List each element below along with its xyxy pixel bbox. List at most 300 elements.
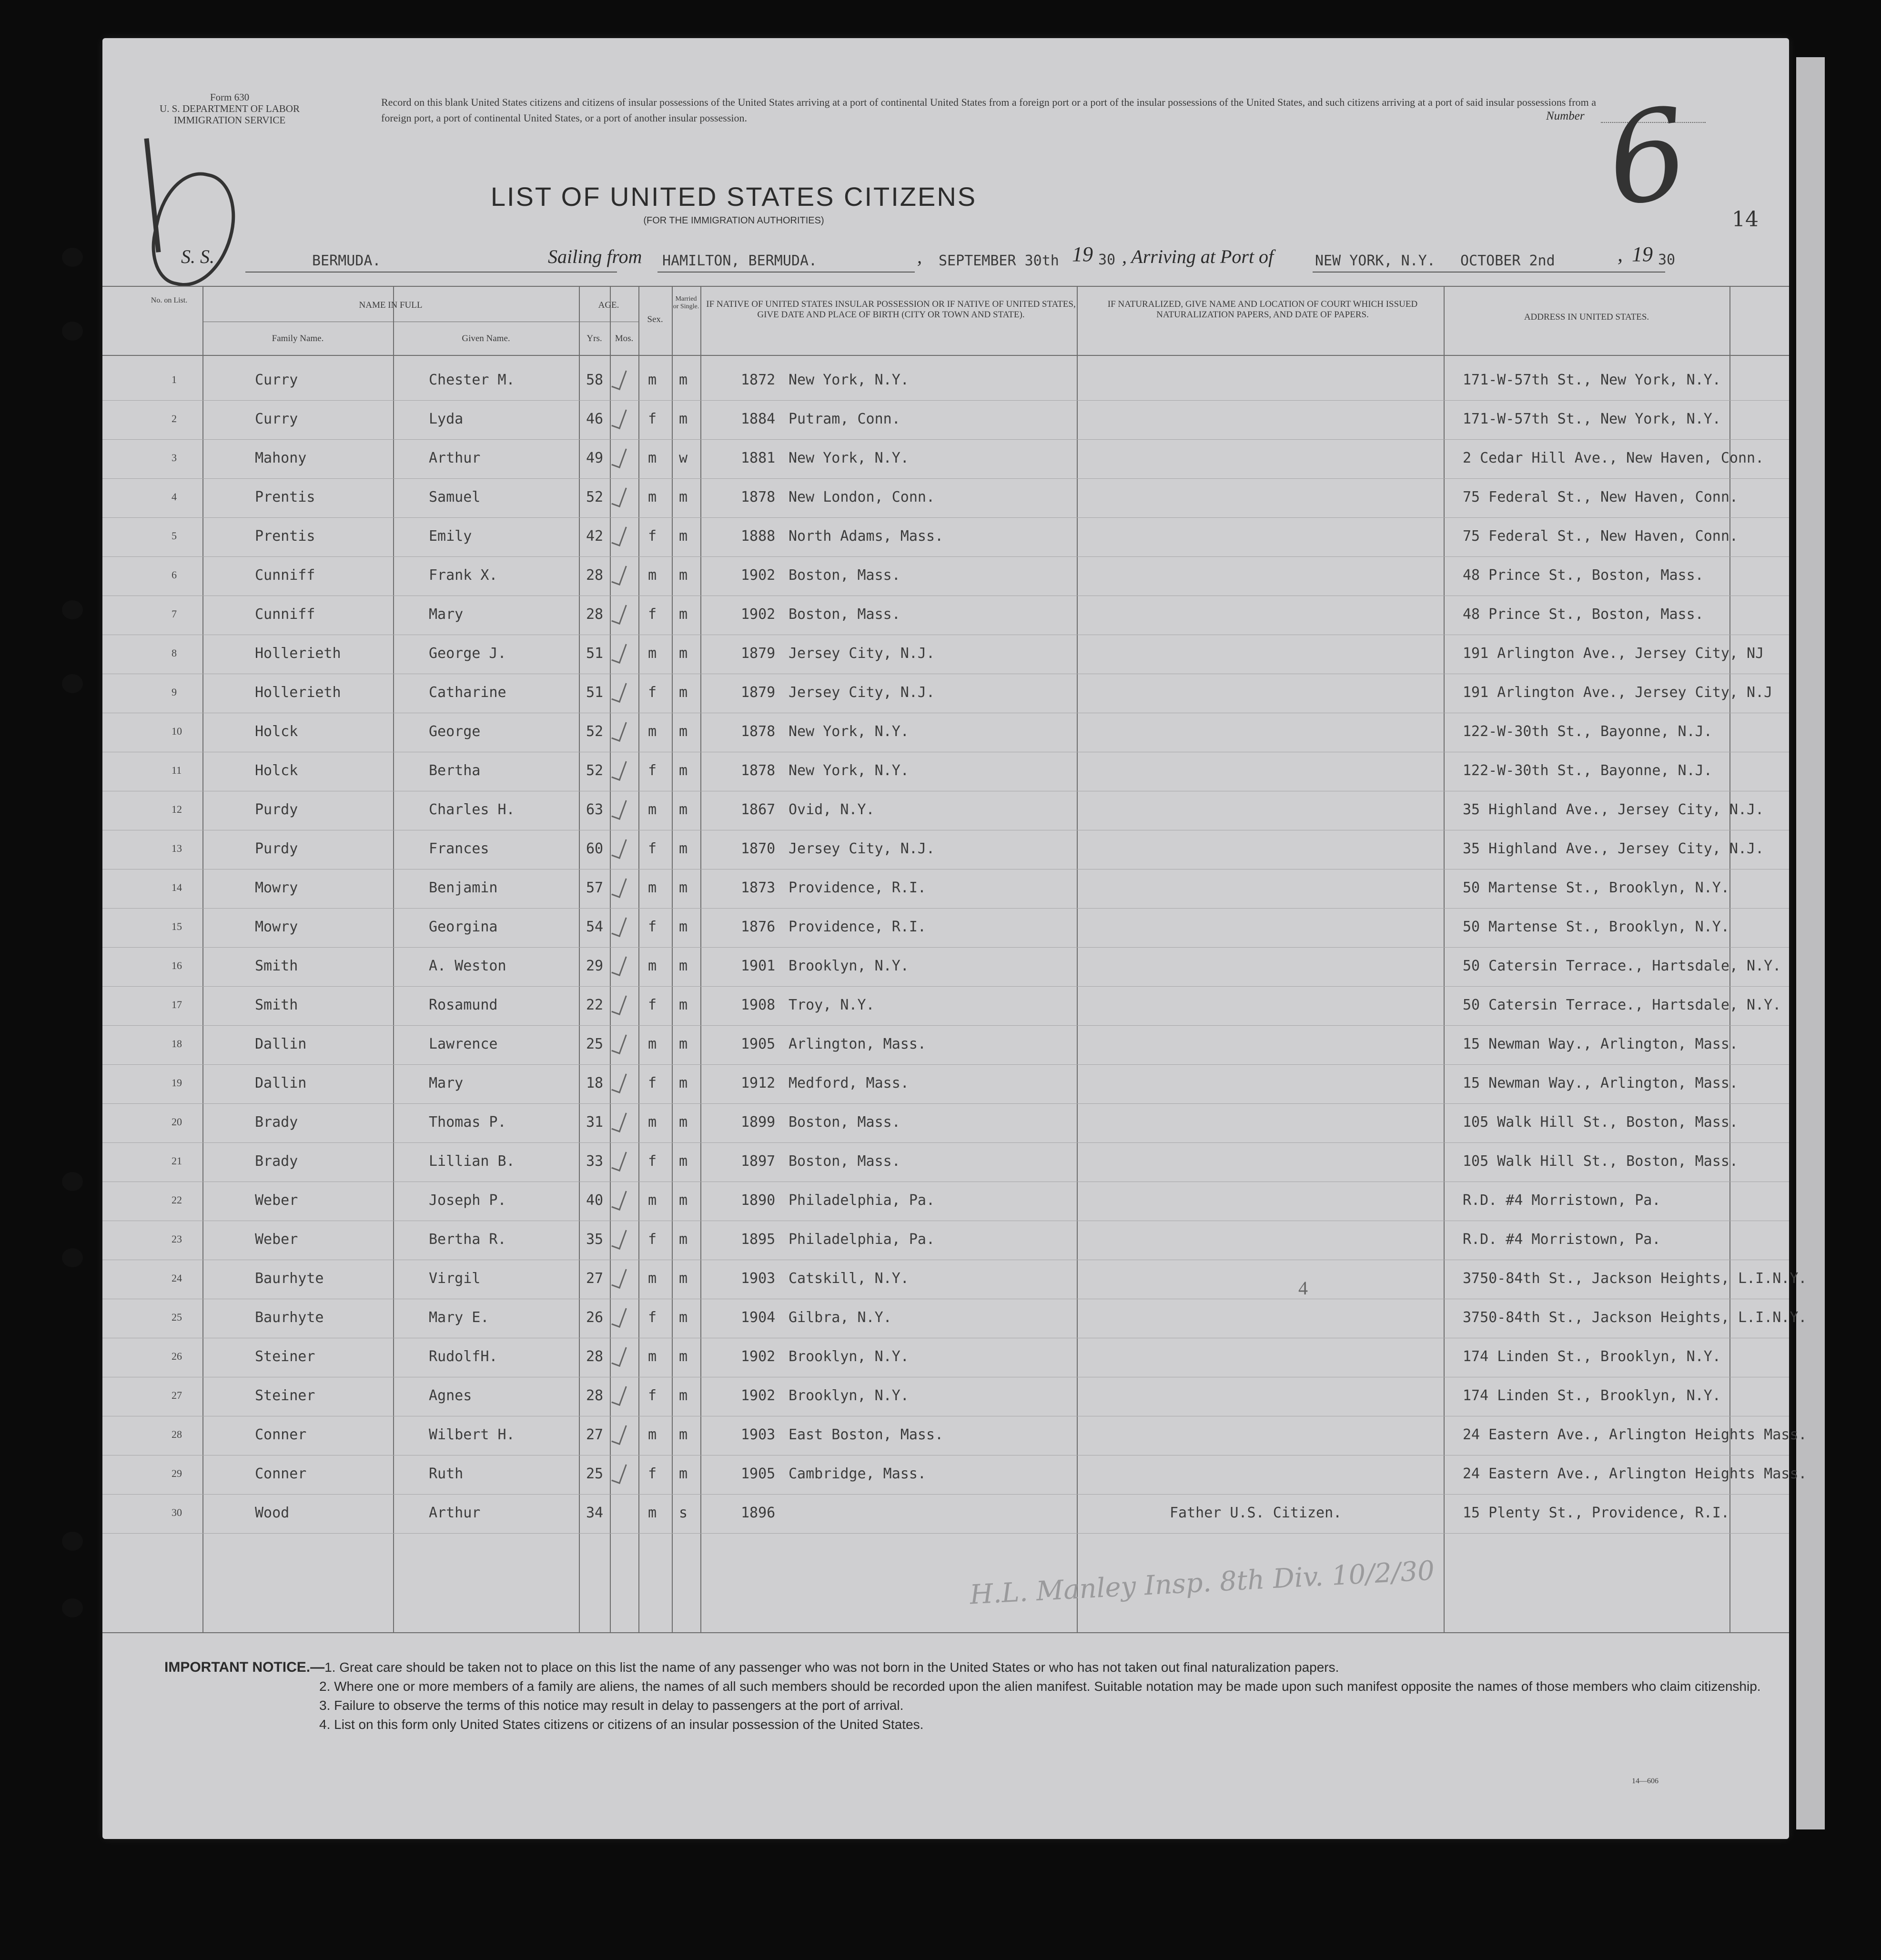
birth-place: Philadelphia, Pa. xyxy=(789,1231,935,1248)
table-row xyxy=(102,909,1789,948)
address: 105 Walk Hill St., Boston, Mass. xyxy=(1463,1153,1738,1170)
family-name: Mowry xyxy=(255,919,298,935)
family-name: Dallin xyxy=(255,1075,307,1091)
sex: f xyxy=(648,1153,657,1170)
address: 48 Prince St., Boston, Mass. xyxy=(1463,567,1704,584)
marital-status: m xyxy=(679,997,688,1013)
family-name: Baurhyte xyxy=(255,1309,324,1326)
check-mark xyxy=(611,1032,627,1054)
row-rule xyxy=(102,400,1789,401)
address: 35 Highland Ave., Jersey City, N.J. xyxy=(1463,840,1764,857)
row-rule xyxy=(102,478,1789,479)
marital-status: m xyxy=(679,372,688,388)
sex: f xyxy=(648,1387,657,1404)
birth-place: Boston, Mass. xyxy=(789,1153,900,1170)
marital-status: m xyxy=(679,958,688,974)
arrival-year: 30 xyxy=(1658,252,1676,268)
table-row xyxy=(102,362,1789,401)
age-years: 27 xyxy=(586,1426,604,1443)
given-name: Arthur xyxy=(429,450,481,466)
row-number: 2 xyxy=(172,413,177,424)
row-number: 24 xyxy=(172,1272,182,1284)
family-name: Steiner xyxy=(255,1387,315,1404)
birth-place: Jersey City, N.J. xyxy=(789,645,935,662)
check-mark xyxy=(611,446,627,468)
check-mark xyxy=(611,798,627,820)
family-name: Hollerieth xyxy=(255,645,341,662)
family-name: Smith xyxy=(255,958,298,974)
naturalization: Father U.S. Citizen. xyxy=(1170,1505,1342,1521)
check-mark xyxy=(611,641,627,664)
table-row xyxy=(102,1261,1807,1300)
manifest-sheet xyxy=(102,38,1807,1839)
marital-status: m xyxy=(679,1465,688,1482)
birth-year: 1878 xyxy=(741,489,776,505)
check-mark xyxy=(611,1188,627,1211)
age-years: 49 xyxy=(586,450,604,466)
address: 171-W-57th St., New York, N.Y. xyxy=(1463,372,1721,388)
family-name: Steiner xyxy=(255,1348,315,1365)
row-number: 10 xyxy=(172,725,182,737)
sex: m xyxy=(648,958,657,974)
check-mark xyxy=(611,407,627,429)
birth-year: 1872 xyxy=(741,372,776,388)
row-rule xyxy=(102,908,1789,909)
sailing-port: HAMILTON, BERMUDA. xyxy=(662,253,818,269)
table-row xyxy=(102,948,1789,987)
punch-hole xyxy=(62,674,83,693)
arrival-line xyxy=(1313,272,1665,273)
row-rule xyxy=(102,1533,1789,1534)
check-mark xyxy=(611,993,627,1015)
given-name: Rosamund xyxy=(429,997,498,1013)
birth-year: 1912 xyxy=(741,1075,776,1091)
table-bottom-rule xyxy=(102,1632,1789,1633)
birth-year: 1905 xyxy=(741,1036,776,1052)
row-number: 30 xyxy=(172,1506,182,1518)
birth-place: New York, N.Y. xyxy=(789,372,909,388)
row-number: 19 xyxy=(172,1077,182,1089)
sex: f xyxy=(648,997,657,1013)
table-row xyxy=(102,1300,1807,1339)
table-row xyxy=(102,1339,1789,1378)
header-rule xyxy=(102,355,1789,356)
check-mark xyxy=(611,1071,627,1093)
address: R.D. #4 Morristown, Pa. xyxy=(1463,1231,1661,1248)
marital-status: m xyxy=(679,489,688,505)
sex: f xyxy=(648,528,657,545)
age-years: 29 xyxy=(586,958,604,974)
row-rule xyxy=(102,1494,1789,1495)
family-name: Brady xyxy=(255,1114,298,1131)
address: 171-W-57th St., New York, N.Y. xyxy=(1463,411,1721,427)
address: 3750-84th St., Jackson Heights, L.I.N.Y. xyxy=(1463,1270,1807,1287)
arrival-year-prefix: 19 xyxy=(1632,242,1653,266)
family-name: Weber xyxy=(255,1231,298,1248)
table-row xyxy=(102,1222,1789,1261)
notice-item-2: 2. Where one or more members of a family are aliens, the names of all such members should be recorded upon the alien manifest. Suitable notation may be made upon such manifest opposite the names of those members who claim citizenship. xyxy=(319,1679,1761,1694)
marital-status: m xyxy=(679,1075,688,1091)
age-years: 31 xyxy=(586,1114,604,1131)
check-mark xyxy=(611,758,627,781)
family-name: Curry xyxy=(255,411,298,427)
header-sex: Sex. xyxy=(647,314,663,324)
address: 24 Eastern Ave., Arlington Heights Mass. xyxy=(1463,1465,1807,1482)
marital-status: m xyxy=(679,1348,688,1365)
family-name: Cunniff xyxy=(255,567,315,584)
birth-place: Providence, R.I. xyxy=(789,879,926,896)
notice-item-3: 3. Failure to observe the terms of this notice may result in delay to passengers at the port of arrival. xyxy=(319,1698,904,1713)
birth-year: 1897 xyxy=(741,1153,776,1170)
given-name: Charles H. xyxy=(429,801,515,818)
sex: m xyxy=(648,450,657,466)
table-row xyxy=(102,1065,1789,1104)
given-name: Lawrence xyxy=(429,1036,498,1052)
address: 122-W-30th St., Bayonne, N.J. xyxy=(1463,762,1712,779)
check-mark xyxy=(611,602,627,625)
row-rule xyxy=(102,947,1789,948)
birth-place: East Boston, Mass. xyxy=(789,1426,944,1443)
birth-year: 1903 xyxy=(741,1270,776,1287)
marital-status: m xyxy=(679,1309,688,1326)
marital-status: m xyxy=(679,567,688,584)
given-name: Virgil xyxy=(429,1270,481,1287)
given-name: Emily xyxy=(429,528,472,545)
marital-status: w xyxy=(679,450,688,466)
table-row xyxy=(102,1104,1789,1143)
marital-status: m xyxy=(679,1426,688,1443)
row-number: 25 xyxy=(172,1311,182,1323)
marital-status: m xyxy=(679,1036,688,1052)
address: 105 Walk Hill St., Boston, Mass. xyxy=(1463,1114,1738,1131)
row-number: 9 xyxy=(172,686,177,698)
row-number: 21 xyxy=(172,1155,182,1167)
address: 191 Arlington Ave., Jersey City, NJ xyxy=(1463,645,1764,662)
table-row xyxy=(102,1417,1807,1456)
marital-status: m xyxy=(679,840,688,857)
birth-year: 1899 xyxy=(741,1114,776,1131)
inspector-signature: H.L. Manley Insp. 8th Div. 10/2/30 xyxy=(969,1555,1436,1611)
address: 15 Newman Way., Arlington, Mass. xyxy=(1463,1036,1738,1052)
row-number: 15 xyxy=(172,920,182,932)
page-number: 14 xyxy=(1732,207,1759,232)
sailing-port-line xyxy=(657,272,915,273)
birth-year: 1879 xyxy=(741,645,776,662)
birth-year: 1890 xyxy=(741,1192,776,1209)
age-years: 25 xyxy=(586,1465,604,1482)
service-name: IMMIGRATION SERVICE xyxy=(173,114,286,126)
row-rule xyxy=(102,986,1789,987)
row-rule xyxy=(102,439,1789,440)
birth-place: Boston, Mass. xyxy=(789,606,900,623)
age-years: 63 xyxy=(586,801,604,818)
marital-status: m xyxy=(679,1153,688,1170)
age-years: 22 xyxy=(586,997,604,1013)
age-years: 60 xyxy=(586,840,604,857)
sailing-label: Sailing from xyxy=(548,246,642,267)
birth-year: 1903 xyxy=(741,1426,776,1443)
row-rule xyxy=(102,556,1789,557)
given-name: Georgina xyxy=(429,919,498,935)
family-name: Purdy xyxy=(255,840,298,857)
given-name: Frank X. xyxy=(429,567,498,584)
birth-year: 1867 xyxy=(741,801,776,818)
comma: , xyxy=(917,246,922,267)
given-name: Mary xyxy=(429,606,464,623)
row-number: 1 xyxy=(172,374,177,385)
age-years: 26 xyxy=(586,1309,604,1326)
passenger-table xyxy=(102,286,1807,1633)
age-years: 52 xyxy=(586,489,604,505)
birth-year: 1888 xyxy=(741,528,776,545)
check-mark xyxy=(611,1149,627,1172)
birth-place: Jersey City, N.J. xyxy=(789,840,935,857)
birth-place: New York, N.Y. xyxy=(789,723,909,740)
marital-status: m xyxy=(679,1387,688,1404)
family-name: Mowry xyxy=(255,879,298,896)
birth-year: 1902 xyxy=(741,1348,776,1365)
birth-year: 1873 xyxy=(741,879,776,896)
sheet-number: 6 xyxy=(1598,81,1697,235)
row-number: 18 xyxy=(172,1038,182,1050)
sex: f xyxy=(648,1075,657,1091)
birth-place: New York, N.Y. xyxy=(789,450,909,466)
marital-status: m xyxy=(679,1231,688,1248)
birth-year: 1902 xyxy=(741,1387,776,1404)
given-name: Joseph P. xyxy=(429,1192,506,1209)
marital-status: m xyxy=(679,684,688,701)
table-row xyxy=(102,440,1789,479)
address: 75 Federal St., New Haven, Conn. xyxy=(1463,528,1738,545)
birth-place: Ovid, N.Y. xyxy=(789,801,875,818)
given-name: Lyda xyxy=(429,411,464,427)
check-mark xyxy=(611,1462,627,1484)
family-name: Wood xyxy=(255,1505,290,1521)
sailing-date: SEPTEMBER 30th xyxy=(939,253,1059,269)
address: 50 Martense St., Brooklyn, N.Y. xyxy=(1463,879,1729,896)
given-name: A. Weston xyxy=(429,958,506,974)
address: 174 Linden St., Brooklyn, N.Y. xyxy=(1463,1387,1721,1404)
table-row xyxy=(102,636,1789,675)
birth-place: Boston, Mass. xyxy=(789,567,900,584)
check-mark xyxy=(611,680,627,703)
sex: m xyxy=(648,1348,657,1365)
age-years: 52 xyxy=(586,762,604,779)
row-number: 28 xyxy=(172,1428,182,1440)
header-yrs: Yrs. xyxy=(587,333,602,344)
row-number: 16 xyxy=(172,960,182,971)
marital-status: m xyxy=(679,1192,688,1209)
instructions-text: Record on this blank United States citizens and citizens of insular possessions of the United States arriving at a port of continental United States from a foreign port or a port of the insular possessions of the United States, and such citizens arriving at a port of said insular possessions from a foreign port, a port of continental United States, or a port of another insular possession. xyxy=(381,96,1596,124)
important-notice xyxy=(164,1658,1765,1734)
birth-year: 1876 xyxy=(741,919,776,935)
given-name: Thomas P. xyxy=(429,1114,506,1131)
address: 15 Plenty St., Providence, R.I. xyxy=(1463,1505,1729,1521)
table-row xyxy=(102,479,1789,518)
given-name: George J. xyxy=(429,645,506,662)
age-years: 35 xyxy=(586,1231,604,1248)
birth-year: 1901 xyxy=(741,958,776,974)
check-mark xyxy=(611,524,627,546)
row-rule xyxy=(102,1103,1789,1104)
check-mark xyxy=(611,1344,627,1367)
row-rule xyxy=(102,517,1789,518)
row-number: 20 xyxy=(172,1116,182,1128)
family-name: Cunniff xyxy=(255,606,315,623)
table-row xyxy=(102,675,1789,714)
address: 174 Linden St., Brooklyn, N.Y. xyxy=(1463,1348,1721,1365)
given-name: Arthur xyxy=(429,1505,481,1521)
family-name: Prentis xyxy=(255,489,315,505)
given-name: Samuel xyxy=(429,489,481,505)
table-row xyxy=(102,557,1789,596)
notice-item xyxy=(164,1696,1765,1715)
marital-status: m xyxy=(679,919,688,935)
address: 75 Federal St., New Haven, Conn. xyxy=(1463,489,1738,505)
birth-place: New London, Conn. xyxy=(789,489,935,505)
row-number: 8 xyxy=(172,647,177,659)
address: 3750-84th St., Jackson Heights, L.I.N.Y. xyxy=(1463,1309,1807,1326)
table-row xyxy=(102,753,1789,792)
age-years: 27 xyxy=(586,1270,604,1287)
family-name: Holck xyxy=(255,762,298,779)
sailing-year: 30 xyxy=(1098,252,1116,268)
family-name: Holck xyxy=(255,723,298,740)
marital-status: m xyxy=(679,411,688,427)
check-mark xyxy=(611,563,627,586)
header-birth: IF NATIVE OF UNITED STATES INSULAR POSSESSION OR IF NATIVE OF UNITED STATES, GIVE DATE AND PLACE OF BIRTH (CITY OR TOWN AND STATE). xyxy=(706,299,1076,320)
age-years: 25 xyxy=(586,1036,604,1052)
header-married: Married or Single. xyxy=(673,295,699,310)
notice-lead: IMPORTANT NOTICE.— xyxy=(164,1659,325,1675)
age-years: 34 xyxy=(586,1505,604,1521)
address: 15 Newman Way., Arlington, Mass. xyxy=(1463,1075,1738,1091)
birth-year: 1902 xyxy=(741,606,776,623)
marital-status: m xyxy=(679,801,688,818)
header-naturalized: IF NATURALIZED, GIVE NAME AND LOCATION OF COURT WHICH ISSUED NATURALIZATION PAPERS, AND DATE OF PAPERS. xyxy=(1107,299,1418,320)
table-row xyxy=(102,518,1789,557)
marital-status: m xyxy=(679,879,688,896)
age-years: 28 xyxy=(586,1348,604,1365)
check-mark xyxy=(611,719,627,742)
birth-year: 1878 xyxy=(741,762,776,779)
birth-place: Gilbra, N.Y. xyxy=(789,1309,892,1326)
check-mark xyxy=(611,1423,627,1445)
birth-year: 1896 xyxy=(741,1505,776,1521)
ship-name: BERMUDA. xyxy=(312,253,381,269)
age-years: 40 xyxy=(586,1192,604,1209)
notice-item xyxy=(164,1677,1765,1696)
sex: m xyxy=(648,879,657,896)
row-number: 29 xyxy=(172,1467,182,1479)
header-family: Family Name. xyxy=(272,333,324,344)
marital-status: m xyxy=(679,645,688,662)
row-rule xyxy=(102,1142,1789,1143)
sex: f xyxy=(648,606,657,623)
given-name: Mary xyxy=(429,1075,464,1091)
check-mark xyxy=(611,915,627,937)
marital-status: m xyxy=(679,1270,688,1287)
check-mark xyxy=(611,837,627,859)
address: 50 Martense St., Brooklyn, N.Y. xyxy=(1463,919,1729,935)
given-name: Agnes xyxy=(429,1387,472,1404)
check-mark xyxy=(611,1227,627,1250)
address: 122-W-30th St., Bayonne, N.J. xyxy=(1463,723,1712,740)
given-name: Chester M. xyxy=(429,372,515,388)
family-name: Smith xyxy=(255,997,298,1013)
family-name: Conner xyxy=(255,1426,307,1443)
table-row xyxy=(102,1143,1789,1182)
notice-item xyxy=(164,1715,1765,1734)
address: 2 Cedar Hill Ave., New Haven, Conn. xyxy=(1463,450,1764,466)
check-mark xyxy=(611,1266,627,1289)
family-name: Conner xyxy=(255,1465,307,1482)
arrival-port: NEW YORK, N.Y. xyxy=(1315,253,1436,269)
row-number: 11 xyxy=(172,764,182,776)
header-mos: Mos. xyxy=(615,333,634,344)
check-mark xyxy=(611,954,627,976)
sex: f xyxy=(648,840,657,857)
table-row xyxy=(102,401,1789,440)
age-years: 28 xyxy=(586,567,604,584)
marital-status: m xyxy=(679,606,688,623)
row-number: 4 xyxy=(172,491,177,503)
row-number: 6 xyxy=(172,569,177,581)
arrival-date: OCTOBER 2nd xyxy=(1460,253,1555,269)
birth-place: Cambridge, Mass. xyxy=(789,1465,926,1482)
sex: m xyxy=(648,1036,657,1052)
notice-code: 14—606 xyxy=(1632,1777,1659,1785)
row-rule xyxy=(102,1064,1789,1065)
sex: m xyxy=(648,801,657,818)
ship-line xyxy=(245,272,617,273)
table-row xyxy=(102,1182,1789,1222)
given-name: Lillian B. xyxy=(429,1153,515,1170)
birth-place: Catskill, N.Y. xyxy=(789,1270,909,1287)
punch-hole xyxy=(62,1172,83,1191)
birth-place: Brooklyn, N.Y. xyxy=(789,1348,909,1365)
sex: f xyxy=(648,1465,657,1482)
table-row xyxy=(102,1378,1789,1417)
given-name: Bertha R. xyxy=(429,1231,506,1248)
family-name: Dallin xyxy=(255,1036,307,1052)
notice-item-1: 1. Great care should be taken not to place on this list the name of any passenger who was not born in the United States or who has not taken out final naturalization papers. xyxy=(324,1660,1339,1675)
birth-year: 1878 xyxy=(741,723,776,740)
check-mark xyxy=(611,368,627,390)
table-row xyxy=(102,714,1789,753)
sex: m xyxy=(648,372,657,388)
row-number: 26 xyxy=(172,1350,182,1362)
birth-place: North Adams, Mass. xyxy=(789,528,944,545)
address: 50 Catersin Terrace., Hartsdale, N.Y. xyxy=(1463,958,1781,974)
row-number: 23 xyxy=(172,1233,182,1245)
sex: f xyxy=(648,684,657,701)
family-name: Curry xyxy=(255,372,298,388)
row-number: 13 xyxy=(172,842,182,854)
table-row xyxy=(102,987,1789,1026)
form-number: Form 630 xyxy=(210,91,250,103)
sex: m xyxy=(648,1192,657,1209)
age-years: 33 xyxy=(586,1153,604,1170)
punch-hole xyxy=(62,1248,83,1267)
age-years: 58 xyxy=(586,372,604,388)
birth-year: 1908 xyxy=(741,997,776,1013)
age-years: 52 xyxy=(586,723,604,740)
punch-hole xyxy=(62,248,83,267)
age-years: 42 xyxy=(586,528,604,545)
marital-status: m xyxy=(679,762,688,779)
address: 50 Catersin Terrace., Hartsdale, N.Y. xyxy=(1463,997,1781,1013)
